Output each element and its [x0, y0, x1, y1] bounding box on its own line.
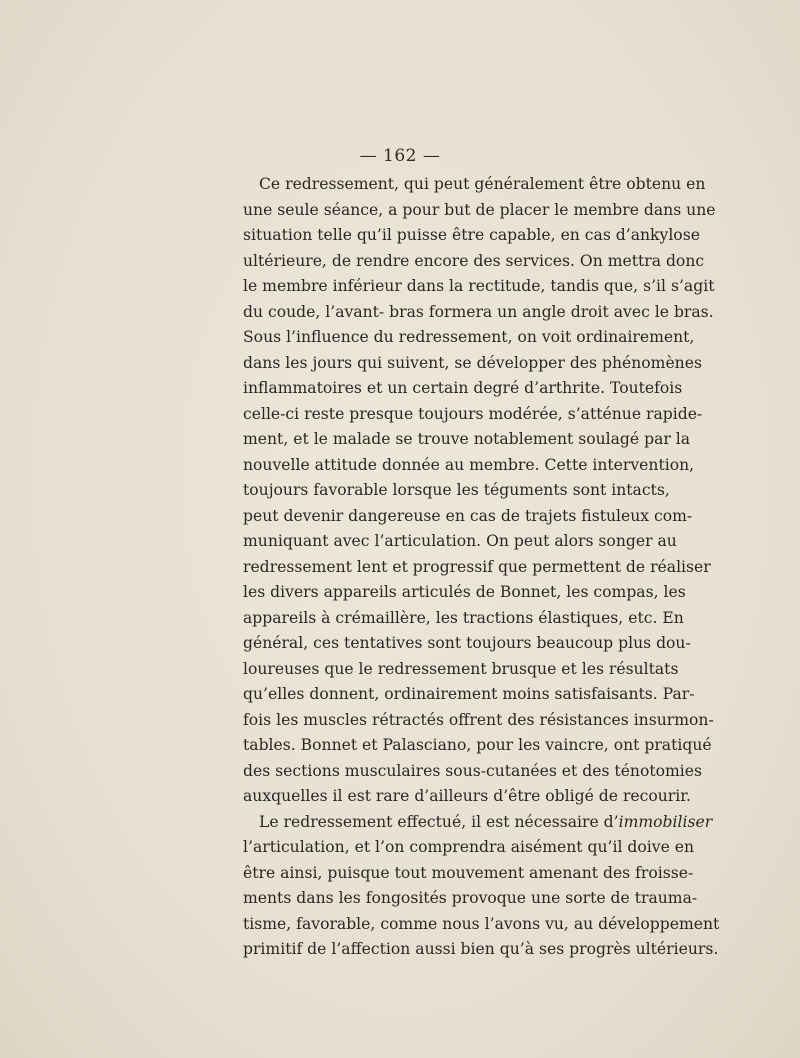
text-line: être ainsi, puisque tout mouvement amenant des froisse- [243, 863, 694, 882]
text-line: peut devenir dangereuse en cas de trajets fistuleux com- [243, 506, 693, 525]
text-line: une seule séance, a pour but de placer le membre dans une [243, 200, 716, 219]
text-line: ment, et le malade se trouve notablement soulagé par la [243, 430, 691, 448]
text-line: l’articulation, et l’on comprendra aisément qu’il doive en [243, 838, 695, 856]
text-line: Sous l’influence du redressement, on voit ordinairement, [243, 328, 695, 346]
text-line: fois les muscles rétractés offrent des résistances insurmon- [243, 710, 714, 729]
text-line: général, ces tentatives sont toujours beaucoup plus dou- [243, 634, 691, 652]
text-line: primitif de l’affection aussi bien qu’à ses progrès ultérieurs. [243, 940, 719, 958]
text-line: ments dans les fongosités provoque une sorte de trauma- [243, 889, 698, 907]
text-line: qu’elles donnent, ordinairement moins satisfaisants. Par- [243, 685, 695, 703]
text-line: le membre inférieur dans la rectitude, tandis que, s’il s’agit [243, 277, 715, 295]
text-span: Le redressement effectué, il est nécessaire d’ [259, 812, 619, 831]
text-line-paragraph-start [243, 810, 713, 836]
text-line: muniquant avec l’articulation. On peut alors songer au [243, 532, 677, 550]
text-line: des sections musculaires sous-cutanées et des ténotomies [243, 761, 703, 780]
text-line: du coude, l’avant- bras formera un angle droit avec le bras. [243, 302, 714, 321]
text-line: nouvelle attitude donnée au membre. Cette intervention, [243, 455, 695, 474]
text-line: tisme, favorable, comme nous l’avons vu, au développement [243, 914, 720, 933]
text-line: appareils à crémaillère, les tractions élastiques, etc. En [243, 608, 684, 627]
text-line: ultérieure, de rendre encore des services. On mettra donc [243, 251, 705, 270]
text-line: auxquelles il est rare d’ailleurs d’être obligé de recourir. [243, 787, 691, 805]
text-line: les divers appareils articulés de Bonnet, les compas, les [243, 583, 686, 601]
text-line: toujours favorable lorsque les téguments sont intacts, [243, 481, 670, 499]
text-line: redressement lent et progressif que permettent de réaliser [243, 557, 711, 576]
text-line: inflammatoires et un certain degré d’arthrite. Toutefois [243, 379, 683, 397]
text-line: tables. Bonnet et Palasciano, pour les vaincre, ont pratiqué [243, 736, 712, 754]
text-line: situation telle qu’il puisse être capable, en cas d’ankylose [243, 226, 700, 244]
text-line: dans les jours qui suivent, se développer des phénomènes [243, 353, 702, 372]
italic-word: immobiliser [618, 812, 713, 831]
page-number: — 162 — [359, 146, 441, 166]
text-line: Ce redressement, qui peut généralement être obtenu en [259, 175, 706, 193]
text-line: celle-ci reste presque toujours modérée, s’atténue rapide- [243, 404, 703, 423]
text-line: loureuses que le redressement brusque et les résultats [243, 659, 679, 678]
body-text [243, 172, 720, 963]
